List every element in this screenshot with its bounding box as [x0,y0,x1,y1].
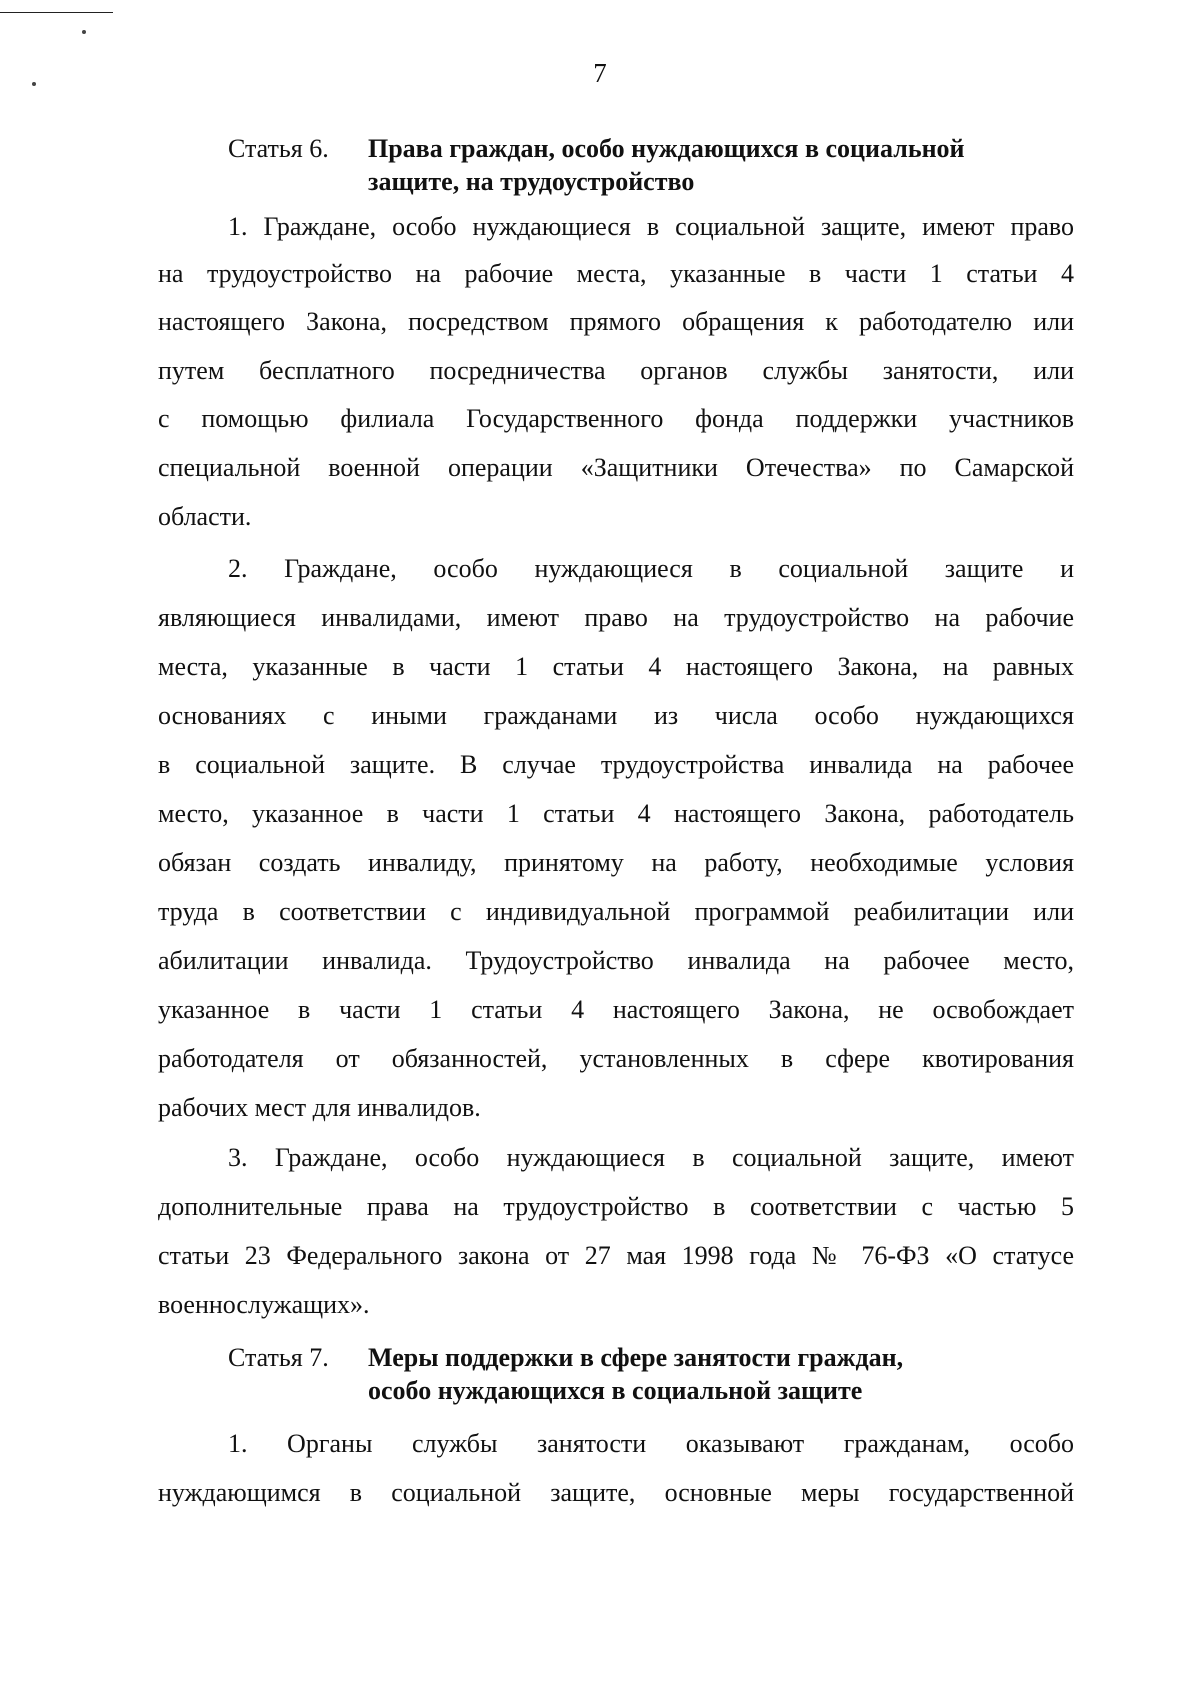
paragraph-line: 1. Граждане, особо нуждающиеся в социальной защите, имеют право [228,212,1074,241]
paragraph-line: путем бесплатного посредничества органов службы занятости, или [158,356,1074,385]
article-7-label: Статья 7. [228,1343,329,1372]
article-7-title-line: Меры поддержки в сфере занятости граждан, [368,1343,904,1372]
paragraph-line: настоящего Закона, посредством прямого обращения к работодателю или [158,307,1074,336]
paragraph-line: указанное в части 1 статьи 4 настоящего Закона, не освобождает [158,995,1074,1024]
paragraph-line: специальной военной операции «Защитники Отечества» по Самарской [158,453,1074,482]
paragraph-line: труда в соответствии с индивидуальной программой реабилитации или [158,897,1074,926]
paragraph-line: на трудоустройство на рабочие места, указанные в части 1 статьи 4 [158,259,1074,288]
page-number: 7 [593,58,607,88]
paragraph-line: с помощью филиала Государственного фонда поддержки участников [158,404,1074,433]
paragraph-line: место, указанное в части 1 статьи 4 настоящего Закона, работодатель [158,799,1074,828]
paragraph-line: нуждающимся в социальной защите, основные меры государственной [158,1478,1074,1507]
paragraph-line: работодателя от обязанностей, установленных в сфере квотирования [158,1044,1074,1073]
paragraph-line: области. [158,502,252,531]
article-6-title [368,132,1088,198]
paragraph-line: 3. Граждане, особо нуждающиеся в социальной защите, имеют [228,1143,1074,1172]
scan-speck [82,30,86,34]
paragraph-line: военнослужащих». [158,1290,370,1319]
paragraph-line: обязан создать инвалиду, принятому на работу, необходимые условия [158,848,1074,877]
scan-speck [32,82,36,86]
scan-corner-mark [0,0,113,13]
paragraph-line: 1. Органы службы занятости оказывают гражданам, особо [228,1429,1074,1458]
article-6-label: Статья 6. [228,134,329,163]
paragraph-line: 2. Граждане, особо нуждающиеся в социальной защите и [228,554,1074,583]
paragraph-line: статьи 23 Федерального закона от 27 мая 1998 года № 76-ФЗ «О статусе [158,1241,1074,1270]
article-7-title-line: особо нуждающихся в социальной защите [368,1376,863,1405]
article-6-title-line: защите, на трудоустройство [368,167,695,196]
article-6-title-line: Права граждан, особо нуждающихся в социальной [368,134,965,163]
paragraph-line: рабочих мест для инвалидов. [158,1093,481,1122]
paragraph-line: абилитации инвалида. Трудоустройство инвалида на рабочее место, [158,946,1074,975]
article-7-title [368,1341,1088,1407]
paragraph-line: дополнительные права на трудоустройство в соответствии с частью 5 [158,1192,1074,1221]
paragraph-line: основаниях с иными гражданами из числа особо нуждающихся [158,701,1074,730]
paragraph-line: места, указанные в части 1 статьи 4 настоящего Закона, на равных [158,652,1074,681]
paragraph-line: в социальной защите. В случае трудоустройства инвалида на рабочее [158,750,1074,779]
paragraph-line: являющиеся инвалидами, имеют право на трудоустройство на рабочие [158,603,1074,632]
